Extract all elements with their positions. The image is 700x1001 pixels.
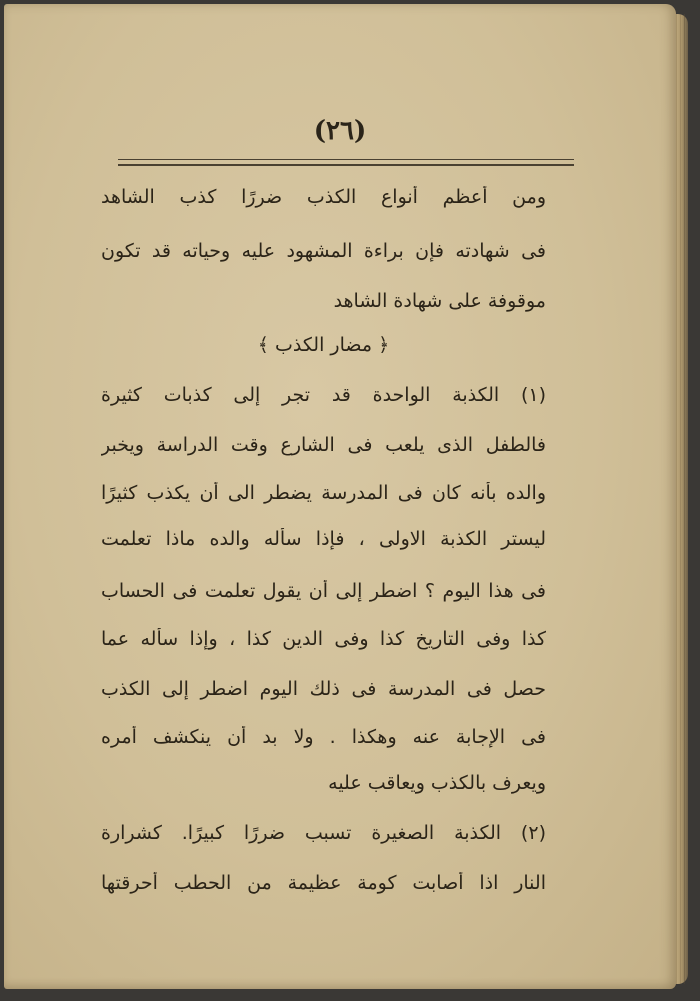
- text-line: فى شهادته فإن براءة المشهود عليه وحياته قد تكون: [101, 240, 546, 262]
- text-line: (١) الكذبة الواحدة قد تجر إلى كذبات كثيرة: [101, 384, 546, 406]
- book-page: [4, 4, 676, 989]
- text-line: موقوفة على شهادة الشاهد: [333, 290, 546, 312]
- text-line: والده بأنه كان فى المدرسة يضطر الى أن يكذب كثيرًا: [101, 482, 546, 504]
- text-line: كذا وفى التاريخ كذا وفى الدين كذا ، وإذا سأله عما: [101, 628, 546, 650]
- text-line: فالطفل الذى يلعب فى الشارع وقت الدراسة ويخبر: [101, 434, 546, 456]
- text-line: النار اذا أصابت كومة عظيمة من الحطب أحرقتها: [101, 872, 546, 894]
- text-line: (٢) الكذبة الصغيرة تسبب ضررًا كبيرًا. كشرارة: [101, 822, 546, 844]
- text-line: ليستر الكذبة الاولى ، فإذا سأله والده ماذا تعلمت: [101, 528, 546, 550]
- text-line: ويعرف بالكذب ويعاقب عليه: [328, 772, 546, 794]
- page-number: (٢٦): [313, 116, 367, 146]
- text-line: حصل فى المدرسة فى ذلك اليوم اضطر إلى الكذب: [101, 678, 546, 700]
- header-rule-thick: [118, 164, 574, 166]
- text-line: فى الإجابة عنه وهكذا . ولا بد أن ينكشف أمره: [101, 726, 546, 748]
- header-rule: [118, 159, 574, 160]
- text-line: ومن أعظم أنواع الكذب ضررًا كذب الشاهد: [101, 186, 546, 208]
- section-heading: ﴿ مضار الكذب ﴾: [257, 334, 390, 356]
- text-line: فى هذا اليوم ؟ اضطر إلى أن يقول تعلمت فى الحساب: [101, 580, 546, 602]
